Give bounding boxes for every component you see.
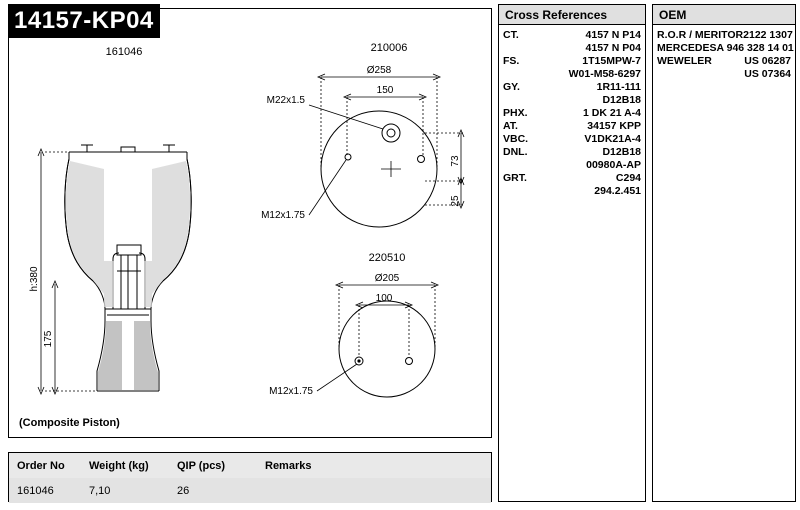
ref-code: 00980A-AP bbox=[586, 159, 641, 171]
ref-code: V1DK21A-4 bbox=[584, 133, 641, 145]
ref-code: 1T15MPW-7 bbox=[582, 55, 641, 67]
left-panel bbox=[8, 4, 492, 506]
bottom-drawing-label: 220510 bbox=[368, 252, 406, 264]
ref-code: 1R11-111 bbox=[596, 81, 641, 93]
ref-code: 34157 KPP bbox=[587, 120, 641, 132]
ref-brand: FS. bbox=[503, 55, 520, 67]
order-header-qip: QIP (pcs) bbox=[177, 459, 226, 472]
list-item bbox=[503, 81, 641, 94]
bottom-plate-circle bbox=[339, 301, 435, 397]
order-info-table bbox=[8, 452, 492, 502]
technical-drawing bbox=[9, 9, 491, 437]
ref-code: W01-M58-6297 bbox=[568, 68, 641, 80]
list-item bbox=[657, 68, 791, 81]
bellows-label: 161046 bbox=[105, 46, 143, 58]
oem-code: 2122 1307 bbox=[743, 29, 793, 41]
list-item bbox=[503, 159, 641, 172]
bottom-thread-m12-label: M12x1.75 bbox=[269, 386, 313, 397]
ref-code: 1 DK 21 A-4 bbox=[583, 107, 641, 119]
bottom-width-dim: 100 bbox=[375, 293, 393, 304]
part-number-title: 14157-KP04 bbox=[8, 4, 160, 38]
list-item bbox=[503, 29, 641, 42]
cross-references-list bbox=[499, 25, 645, 198]
oem-code: US 06287 bbox=[744, 55, 791, 67]
top-drawing-label: 210006 bbox=[370, 42, 408, 54]
list-item bbox=[503, 68, 641, 81]
ref-code: 294.2.451 bbox=[594, 185, 641, 197]
order-value-order-no: 161046 bbox=[17, 484, 54, 497]
drawing-area bbox=[8, 8, 492, 438]
ref-brand: GY. bbox=[503, 81, 520, 93]
composite-piston-note: (Composite Piston) bbox=[19, 417, 120, 429]
list-item bbox=[503, 42, 641, 55]
top-right-dim-25: 25 bbox=[450, 195, 461, 207]
ref-brand: DNL. bbox=[503, 146, 528, 158]
order-header-order-no: Order No bbox=[17, 459, 65, 472]
order-header-remarks: Remarks bbox=[265, 459, 312, 472]
order-header-weight: Weight (kg) bbox=[89, 459, 149, 472]
list-item bbox=[503, 120, 641, 133]
ref-code: D12B18 bbox=[602, 146, 641, 158]
oem-brand: WEWELER bbox=[657, 55, 712, 67]
top-thread-m12-label: M12x1.75 bbox=[261, 210, 305, 221]
oem-list bbox=[653, 25, 795, 81]
ref-code: C294 bbox=[615, 172, 641, 184]
order-table-value-row bbox=[9, 478, 491, 503]
oem-code: US 07364 bbox=[744, 68, 791, 80]
top-thread-m22-label: M22x1.5 bbox=[266, 95, 305, 106]
ref-code: 4157 N P14 bbox=[585, 29, 641, 41]
list-item bbox=[503, 133, 641, 146]
cross-references-panel bbox=[498, 4, 646, 502]
top-diameter-dim: Ø258 bbox=[366, 65, 392, 76]
ref-brand: PHX. bbox=[503, 107, 528, 119]
ref-brand: AT. bbox=[503, 120, 518, 132]
top-width-dim: 150 bbox=[376, 85, 394, 96]
top-right-dim-73: 73 bbox=[450, 155, 461, 167]
oem-brand: R.O.R / MERITOR bbox=[657, 29, 744, 41]
top-plate-circle bbox=[321, 111, 437, 227]
oem-code: A 946 328 14 01 bbox=[716, 42, 794, 54]
oem-brand: MERCEDES bbox=[657, 42, 717, 54]
list-item bbox=[503, 55, 641, 68]
order-value-qip: 26 bbox=[177, 484, 190, 497]
list-item bbox=[503, 172, 641, 185]
order-table-header-row bbox=[9, 453, 491, 478]
ref-brand: CT. bbox=[503, 29, 519, 41]
bellows-stroke-dim: 175 bbox=[43, 330, 54, 348]
bottom-diameter-dim: Ø205 bbox=[374, 273, 400, 284]
list-item bbox=[503, 94, 641, 107]
order-value-weight: 7,10 bbox=[89, 484, 111, 497]
ref-code: 4157 N P04 bbox=[585, 42, 641, 54]
ref-brand: VBC. bbox=[503, 133, 529, 145]
oem-panel bbox=[652, 4, 796, 502]
oem-header: OEM bbox=[653, 5, 795, 25]
list-item bbox=[657, 29, 791, 42]
bellows-height-dim: h:380 bbox=[29, 266, 40, 292]
list-item bbox=[503, 185, 641, 198]
list-item bbox=[503, 146, 641, 159]
ref-brand: GRT. bbox=[503, 172, 527, 184]
list-item bbox=[657, 55, 791, 68]
list-item bbox=[657, 42, 794, 55]
list-item bbox=[503, 107, 641, 120]
cross-references-header: Cross References bbox=[499, 5, 645, 25]
ref-code: D12B18 bbox=[602, 94, 641, 106]
